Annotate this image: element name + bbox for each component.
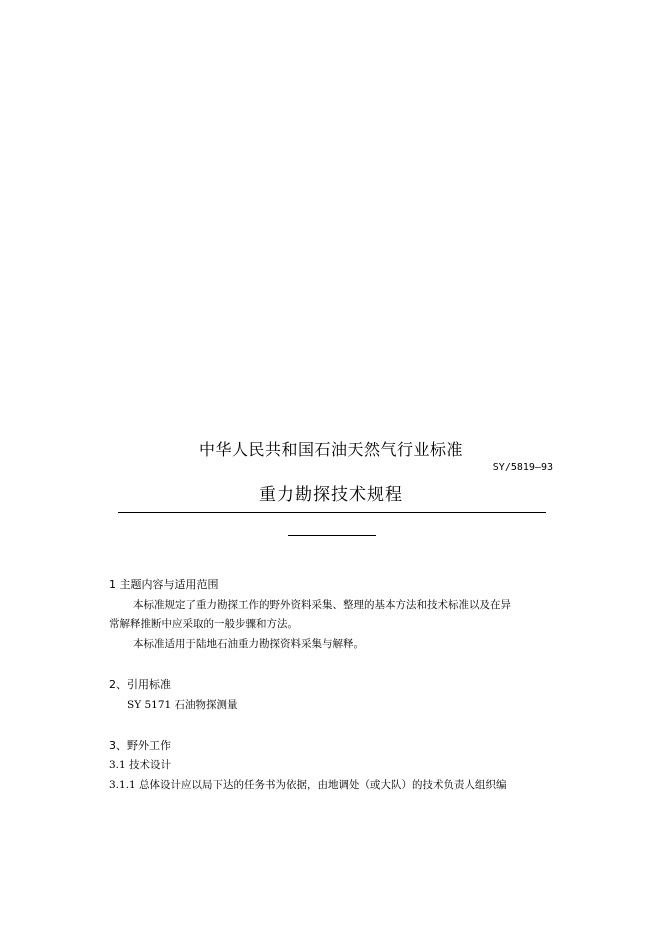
document-title: 重力勘探技术规程 xyxy=(259,485,403,505)
section-1-paragraph-1-line-1: 本标准规定了重力勘探工作的野外资料采集、整理的基本方法和技术标准以及在异 xyxy=(133,599,511,611)
section-1-paragraph-2: 本标准适用于陆地石油重力勘探资料采集与解释。 xyxy=(133,638,364,650)
section-1-heading: 1 主题内容与适用范围 xyxy=(109,578,219,591)
title-rule-short xyxy=(288,535,376,536)
section-2-heading: 2、引用标准 xyxy=(109,678,171,691)
section-3-1-1-text: 3.1.1 总体设计应以局下达的任务书为依据，由地调处（或大队）的技术负责人组织编 xyxy=(109,779,507,791)
section-1-paragraph-1-line-2: 常解释推断中应采取的一般步骤和方法。 xyxy=(109,618,298,630)
title-rule-long xyxy=(118,512,546,513)
section-2-reference: SY 5171 石油物探测量 xyxy=(127,699,238,711)
standard-code: SY/5819—93 xyxy=(492,462,553,473)
section-3-1-heading: 3.1 技术设计 xyxy=(109,759,172,771)
organization-title: 中华人民共和国石油天然气行业标准 xyxy=(198,440,463,459)
section-3-heading: 3、野外工作 xyxy=(109,739,171,752)
